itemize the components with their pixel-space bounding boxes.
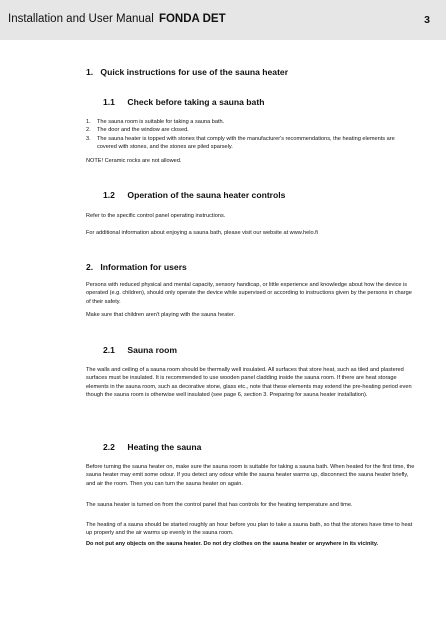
section-1-2-title: Operation of the sauna heater controls [127, 190, 286, 200]
document-title-prefix: Installation and User Manual [8, 13, 154, 25]
objects-warning: Do not put any objects on the sauna heater. Do not dry clothes on the sauna heater or anywhere in its vicinity. [86, 541, 379, 547]
children-warning: Make sure that children aren't playing with the sauna heater. [86, 312, 236, 318]
section-2-2-title: Heating the sauna [127, 442, 202, 452]
section-2-1-number: 2.1 [103, 345, 115, 355]
control-panel-paragraph: The sauna heater is turned on from the control panel that has controls for the heating temperature and time. [86, 502, 353, 508]
section-1-2-heading [103, 190, 285, 200]
section-2-heading [86, 262, 187, 272]
product-name: FONDA DET [158, 13, 226, 25]
section-1-number: 1. [86, 67, 94, 77]
page-header [0, 0, 446, 40]
section-2-2-number: 2.2 [103, 442, 115, 452]
heating-timing-paragraph: The heating of a sauna should be started roughly an hour before you plan to take a sauna bath, so that the stones have time to heat up properly and the air warms up evenly in the sauna room. [86, 522, 413, 537]
section-2-1-heading [103, 345, 177, 355]
document-title [8, 13, 226, 25]
list-item: 2. The door and the window are closed. [86, 127, 189, 134]
checklist [86, 118, 416, 152]
website-reference: For additional information about enjoying a sauna bath, please visit our website at www.helo.fi [86, 230, 318, 236]
section-1-2-number: 1.2 [103, 190, 115, 200]
ceramic-rocks-note: NOTE! Ceramic rocks are not allowed. [86, 158, 182, 164]
section-2-number: 2. [86, 262, 94, 272]
section-2-2-heading [103, 442, 201, 452]
page-number: 3 [424, 14, 430, 26]
section-2-title: Information for users [100, 262, 187, 272]
section-1-title: Quick instructions for use of the sauna heater [100, 67, 289, 77]
list-item: 1. The sauna room is suitable for taking a sauna bath. [86, 119, 225, 125]
section-1-1-heading [103, 97, 264, 107]
control-panel-reference: Refer to the specific control panel operating instructions. [86, 213, 226, 219]
list-item: 3. The sauna heater is topped with stones that comply with the manufacturer's recommendations, the heating elements are covered with stones, and the stones are piled sparsely. [86, 135, 395, 151]
heating-first-time-paragraph: Before turning the sauna heater on, make sure the sauna room is suitable for taking a sauna bath. When heated for the first time, the sauna heater may emit some odour. If you detect any odour while the sauna heater warms up, disconnect the sauna heater briefly, and air the room. Then you can turn the sauna heater on again. [86, 464, 415, 487]
section-2-1-title: Sauna room [127, 345, 178, 355]
user-capacity-paragraph: Persons with reduced physical and mental capacity, sensory handicap, or little experience and knowledge about how the device is operated (e.g. children), should only operate the device while supervised or according to instructions given by the persons in charge of their safety. [86, 282, 412, 305]
section-1-1-number: 1.1 [103, 97, 115, 107]
section-1-heading [86, 67, 288, 77]
sauna-room-paragraph: The walls and ceiling of a sauna room should be thermally well insulated. All surfaces that store heat, such as tiled and plastered surfaces must be insulated. It is recommended to use wooden panel cladding inside the sauna room. If there are heat storage elements in the sauna room, such as decorative stone, glass etc., note that these elements may extend the pre-heating period even though the sauna room is otherwise well insulated (see page 6, section 3. Preparing for sauna heater installation). [86, 367, 412, 399]
section-1-1-title: Check before taking a sauna bath [127, 97, 265, 107]
